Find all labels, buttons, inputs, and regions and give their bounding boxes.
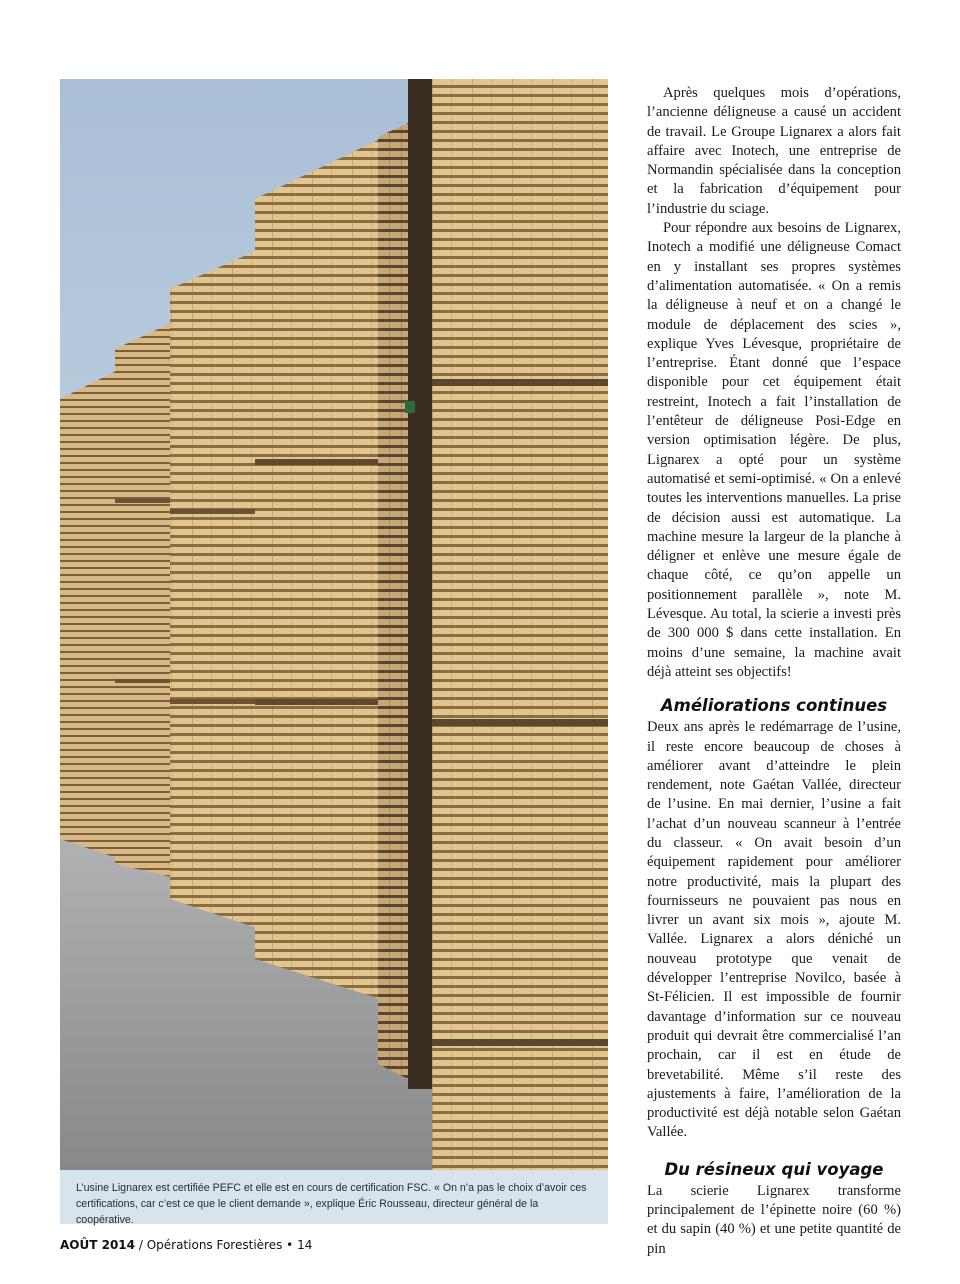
photo-caption [60, 1170, 608, 1224]
article-column [647, 84, 901, 1259]
footer-bullet: • [286, 1238, 294, 1252]
footer-month: AOÛT 2014 [60, 1238, 135, 1252]
paragraph-4: La scierie Lignarex transforme principalement de l’épinette noire (60 %) et du sapin (40 %) et une petite quantité de pin [647, 1182, 901, 1257]
paragraph-1: Après quelques mois d’opérations, l’ancienne déligneuse a causé un accident de travail. Le Groupe Lignarex a alors fait affaire avec Inotech, une entreprise de Normandin spécialisée dans la conception et la fabrication d’équipement pour l’industrie du sciage. [647, 85, 901, 217]
footer-separator: / [138, 1238, 143, 1252]
paragraph-2: Pour répondre aux besoins de Lignarex, Inotech a modifié une déligneuse Comact en y installant ses propres systèmes d’alimentation automatisée. « On a remis la déligneuse à neuf et on a changé le module de déplacement des scies », explique Yves Lévesque, propriétaire de l’entreprise. Étant donné que l’espace disponible pour cet équipement était restreint, Inotech a fait l’installation de l’entêteur de déligneuse Posi-Edge en version optimisation légère. De plus, Lignarex a opté pour un système automatisé et semi-optimisé. « On a enlevé toutes les interventions manuelles. La prise de décision aussi est automatique. La machine mesure la largeur de la planche à déligner et enlève une mesure égale de chaque côté, ce qu’on appelle un positionnement parallèle », note M. Lévesque. Au total, la scierie a investi près de 300 000 $ dans cette installation. En moins d’une semaine, la machine avait déjà atteint ses objectifs! [647, 220, 901, 680]
heading-ameliorations: Améliorations continues [660, 696, 888, 716]
page-footer [60, 1238, 312, 1252]
heading-resineux: Du résineux qui voyage [664, 1159, 884, 1179]
footer-magazine: Opérations Forestières [146, 1238, 283, 1252]
lumber-stacks-photo [60, 79, 608, 1170]
caption-text: L’usine Lignarex est certifiée PEFC et elle est en cours de certification FSC. « On n’a pas le choix d’avoir ces certifications, car c’est ce que le client demande », explique Éric Rousseau, directeur général de la coopérative. [76, 1182, 587, 1226]
lumber-stacks-icon [60, 79, 608, 1170]
paragraph-3: Deux ans après le redémarrage de l’usine, il reste encore beaucoup de choses à améliorer avant d’atteindre le plein rendement, note Gaétan Vallée, directeur de l’usine. En mai dernier, l’usine a fait l’achat d’un nouveau scanneur à l’entrée du classeur. « On avait besoin d’un équipement rapidement pour améliorer notre productivité, mais la plupart des fournisseurs ne pouvaient pas nous en livrer un avant six mois », ajoute M. Vallée. Lignarex a alors déniché un nouveau prototype que venait de développer l’entreprise Novilco, basée à St-Félicien. Il est impossible de fournir davantage d’information sur ce nouveau produit qui devrait être commercialisé l’an prochain, car il est en étude de brevetabilité. Même s’il reste des ajustements à faire, l’amélioration de la productivité est déjà notable selon Gaétan Vallée. [647, 719, 901, 1141]
footer-page-number: 14 [297, 1238, 313, 1252]
